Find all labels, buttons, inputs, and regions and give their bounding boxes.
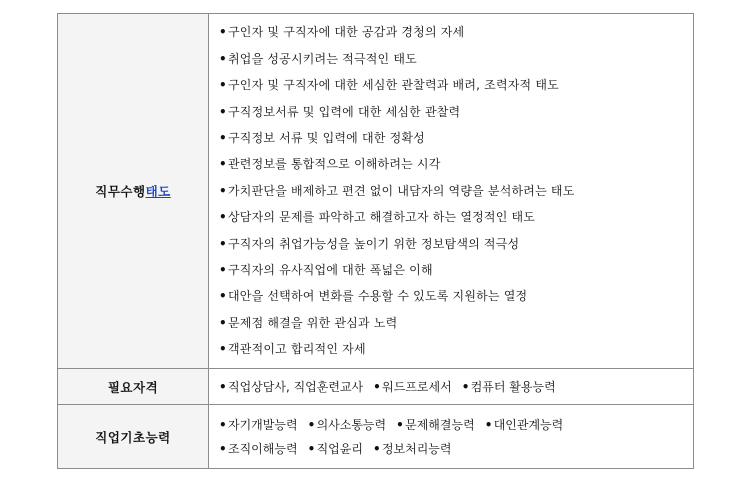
inline-item — [462, 375, 556, 399]
list-item-text: 문제점 해결을 위한 관심과 노력 — [228, 315, 398, 330]
inline-item-text: 조직이해능력 — [228, 441, 298, 456]
inline-item — [219, 375, 363, 399]
list-item — [219, 72, 693, 98]
attitude-list-cell — [209, 14, 694, 369]
qualification-cell — [209, 369, 694, 405]
bullet-icon: • — [307, 417, 316, 432]
inline-item — [308, 437, 363, 461]
inline-item-text: 직업윤리 — [316, 441, 363, 456]
bullet-icon: • — [219, 183, 227, 198]
list-item-text: 관련정보를 통합적으로 이해하려는 시각 — [228, 157, 441, 172]
bullet-icon: • — [219, 379, 227, 394]
list-item — [219, 336, 693, 362]
bullet-icon: • — [219, 104, 227, 119]
bullet-icon: • — [219, 157, 227, 172]
inline-item-text: 정보처리능력 — [381, 441, 452, 456]
bullet-icon: • — [219, 441, 227, 456]
list-item — [219, 178, 693, 204]
list-item-text: 구직자의 유사직업에 대한 폭넓은 이해 — [228, 262, 433, 277]
list-item — [219, 19, 693, 45]
bullet-icon: • — [484, 417, 493, 432]
bullet-icon: • — [219, 25, 227, 40]
list-item — [219, 204, 693, 230]
bullet-icon: • — [396, 417, 404, 432]
bullet-icon: • — [373, 379, 381, 394]
list-item — [219, 151, 693, 177]
row-basic-competency — [58, 405, 694, 469]
inline-item — [219, 437, 298, 461]
bullet-icon: • — [219, 131, 227, 146]
label-basic-competency: 직업기초능력 — [58, 405, 209, 469]
ncs-table-sheet — [57, 13, 694, 470]
list-item — [219, 46, 693, 72]
bullet-icon: • — [219, 315, 227, 330]
inline-item-text: 의사소통능력 — [316, 417, 387, 432]
list-item-text: 구직자의 취업가능성을 높이기 위한 정보탐색의 적극성 — [228, 236, 520, 251]
label-job-attitude — [58, 14, 209, 369]
list-item-text: 구직정보 서류 및 입력에 대한 정확성 — [228, 131, 425, 146]
list-item — [219, 257, 693, 283]
list-item-text: 대안을 선택하여 변화를 수용할 수 있도록 지원하는 열정 — [228, 289, 528, 304]
inline-item — [308, 413, 387, 437]
attitude-link[interactable]: 태도 — [145, 184, 171, 199]
inline-item — [396, 413, 475, 437]
label-qualification: 필요자격 — [58, 369, 209, 405]
basic-competency-cell — [209, 405, 694, 469]
row-job-attitude — [58, 14, 694, 369]
bullet-icon: • — [219, 51, 227, 66]
inline-item-text: 자기개발능력 — [228, 417, 298, 432]
bullet-icon: • — [372, 441, 381, 456]
list-item-text: 객관적이고 합리적인 자세 — [228, 342, 366, 357]
list-item — [219, 310, 693, 336]
list-item — [219, 283, 693, 309]
bullet-icon: • — [219, 342, 227, 357]
basic-competency-line-2 — [219, 437, 693, 461]
inline-item-text: 컴퓨터 활용능력 — [470, 379, 556, 394]
label-job-attitude-prefix: 직무수행 — [95, 184, 146, 199]
list-item — [219, 125, 693, 151]
list-item-text: 구인자 및 구직자에 대한 공감과 경청의 자세 — [228, 25, 465, 40]
ncs-competency-table — [57, 13, 694, 469]
list-item-text: 가치판단을 배제하고 편견 없이 내담자의 역량을 분석하려는 태도 — [228, 183, 575, 198]
bullet-icon: • — [219, 210, 227, 225]
bullet-icon: • — [307, 441, 316, 456]
inline-item — [485, 413, 564, 437]
qualification-items — [219, 375, 693, 399]
basic-competency-line-1 — [219, 413, 693, 437]
bullet-icon: • — [219, 262, 227, 277]
inline-item — [373, 375, 452, 399]
attitude-list — [219, 19, 693, 362]
list-item-text: 상담자의 문제를 파악하고 해결하고자 하는 열정적인 태도 — [228, 210, 536, 225]
list-item-text: 취업을 성공시키려는 적극적인 태도 — [228, 51, 417, 66]
list-item — [219, 231, 693, 257]
row-qualification — [58, 369, 694, 405]
bullet-icon: • — [219, 417, 227, 432]
inline-item-text: 대인관계능력 — [493, 417, 564, 432]
list-item — [219, 99, 693, 125]
bullet-icon: • — [219, 236, 227, 251]
bullet-icon: • — [461, 379, 470, 394]
bullet-icon: • — [219, 78, 227, 93]
list-item-text: 구직정보서류 및 입력에 대한 세심한 관찰력 — [228, 104, 461, 119]
inline-item — [219, 413, 298, 437]
bullet-icon: • — [219, 289, 227, 304]
list-item-text: 구인자 및 구직자에 대한 세심한 관찰력과 배려, 조력자적 태도 — [228, 78, 559, 93]
inline-item-text: 직업상담사, 직업훈련교사 — [228, 379, 364, 394]
inline-item — [373, 437, 452, 461]
inline-item-text: 문제해결능력 — [405, 417, 475, 432]
inline-item-text: 워드프로세서 — [382, 379, 452, 394]
